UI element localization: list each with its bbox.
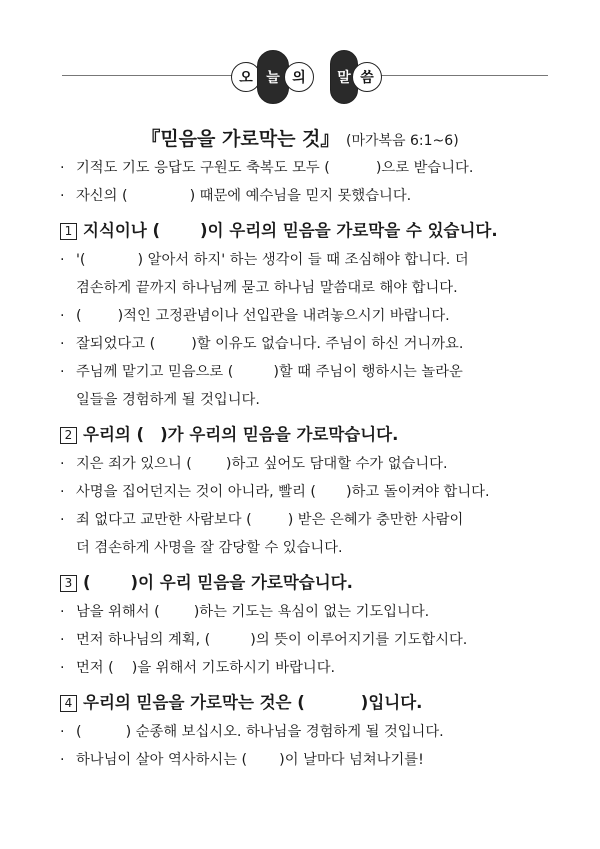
section-1-item-1-cont: 겸손하게 끝까지 하나님께 묻고 하나님 말씀대로 해야 합니다. xyxy=(76,280,458,296)
section-2-heading: 2 우리의 ( )가 우리의 믿음을 가로막습니다. xyxy=(60,420,550,450)
header-banner xyxy=(0,44,600,104)
header-char-3: 의 xyxy=(284,62,314,92)
content xyxy=(60,154,550,774)
section-2-item-3-cont: 더 겸손하게 사명을 잘 감당할 수 있습니다. xyxy=(76,540,343,556)
title-main: 『믿음을 가로막는 것』 xyxy=(141,128,340,150)
section-3-heading: 3 ( )이 우리 믿음을 가로막습니다. xyxy=(60,568,550,598)
section-1-item-4-cont: 일들을 경험하게 될 것입니다. xyxy=(76,392,260,408)
section-4-item-2: · 하나님이 살아 역사하시는 ( )이 날마다 넘쳐나기를! xyxy=(60,752,424,768)
section-2-item-3: · 죄 없다고 교만한 사람보다 ( ) 받은 은혜가 충만한 사람이 xyxy=(60,512,464,528)
header-char-1: 오 xyxy=(231,62,261,92)
header-rule-left xyxy=(62,75,232,76)
section-3-item-2: · 먼저 하나님의 계획, ( )의 뜻이 이루어지기를 기도합시다. xyxy=(60,632,468,648)
section-4-heading: 4 우리의 믿음을 가로막는 것은 ( )입니다. xyxy=(60,688,550,718)
section-1-item-4: · 주님께 맡기고 믿음으로 ( )할 때 주님이 행하시는 놀라운 xyxy=(60,364,463,380)
section-3-item-3: · 먼저 ( )을 위해서 기도하시기 바랍니다. xyxy=(60,660,336,676)
page-title xyxy=(0,124,600,151)
section-1-heading: 1 지식이나 ( )이 우리의 믿음을 가로막을 수 있습니다. xyxy=(60,216,550,246)
header-char-4: 말 xyxy=(330,50,358,104)
title-reference: (마가복음 6:1~6) xyxy=(346,133,459,149)
section-1-item-2: · ( )적인 고정관념이나 선입관을 내려놓으시기 바랍니다. xyxy=(60,308,450,324)
header-rule-right xyxy=(380,75,548,76)
header-char-2: 늘 xyxy=(257,50,289,104)
intro-line-1: · 기적도 기도 응답도 구원도 축복도 모두 ( )으로 받습니다. xyxy=(60,160,474,176)
intro-line-2: · 자신의 ( ) 때문에 예수님을 믿지 못했습니다. xyxy=(60,188,412,204)
section-2-item-2: · 사명을 집어던지는 것이 아니라, 빨리 ( )하고 돌이켜야 합니다. xyxy=(60,484,490,500)
section-4-item-1: · ( ) 순종해 보십시오. 하나님을 경험하게 될 것입니다. xyxy=(60,724,444,740)
header-char-5: 씀 xyxy=(352,62,382,92)
section-1-item-1: · '( ) 알아서 하지' 하는 생각이 들 때 조심해야 합니다. 더 xyxy=(60,252,469,268)
section-3-item-1: · 남을 위해서 ( )하는 기도는 욕심이 없는 기도입니다. xyxy=(60,604,430,620)
section-2-item-1: · 지은 죄가 있으니 ( )하고 싶어도 담대할 수가 없습니다. xyxy=(60,456,448,472)
section-1-item-3: · 잘되었다고 ( )할 이유도 없습니다. 주님이 하신 거니까요. xyxy=(60,336,464,352)
